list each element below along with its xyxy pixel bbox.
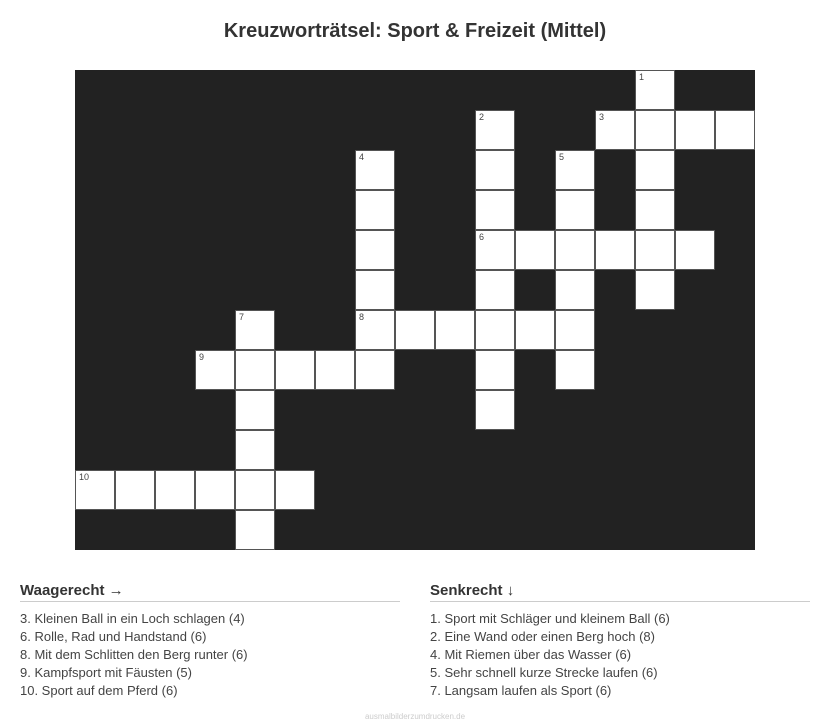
- crossword-cell[interactable]: [235, 390, 275, 430]
- crossword-cell[interactable]: [115, 470, 155, 510]
- clue-number: 8: [359, 312, 365, 322]
- crossword-cell[interactable]: [395, 310, 435, 350]
- down-heading: Senkrecht ↓: [430, 582, 810, 602]
- down-clue: 5. Sehr schnell kurze Strecke laufen (6): [430, 665, 658, 680]
- crossword-cell[interactable]: [355, 310, 395, 350]
- crossword-cell[interactable]: [515, 310, 555, 350]
- clue-number: 7: [239, 312, 245, 322]
- crossword-cell[interactable]: [155, 470, 195, 510]
- crossword-cell[interactable]: [635, 270, 675, 310]
- crossword-cell[interactable]: [475, 230, 515, 270]
- clue-number: 5: [559, 152, 565, 162]
- down-clues-section: [430, 582, 810, 700]
- crossword-cell[interactable]: [555, 230, 595, 270]
- clue-number: 10: [79, 472, 90, 482]
- crossword-cell[interactable]: [355, 190, 395, 230]
- crossword-cell[interactable]: [555, 190, 595, 230]
- crossword-cell[interactable]: [675, 110, 715, 150]
- crossword-cell[interactable]: [555, 150, 595, 190]
- clue-number: 9: [199, 352, 205, 362]
- crossword-cell[interactable]: [675, 230, 715, 270]
- crossword-cell[interactable]: [515, 230, 555, 270]
- crossword-cell[interactable]: [195, 350, 235, 390]
- crossword-cell[interactable]: [75, 470, 115, 510]
- crossword-cell[interactable]: [355, 150, 395, 190]
- crossword-cell[interactable]: [355, 350, 395, 390]
- crossword-cell[interactable]: [475, 390, 515, 430]
- crossword-cell[interactable]: [635, 70, 675, 110]
- down-clue: 7. Langsam laufen als Sport (6): [430, 683, 612, 698]
- crossword-cell[interactable]: [555, 350, 595, 390]
- crossword-cell[interactable]: [195, 470, 235, 510]
- clue-number: 6: [479, 232, 485, 242]
- across-clue: 8. Mit dem Schlitten den Berg runter (6): [20, 647, 248, 662]
- crossword-cell[interactable]: [355, 270, 395, 310]
- clue-number: 3: [599, 112, 605, 122]
- crossword-cell[interactable]: [475, 190, 515, 230]
- footer-watermark: ausmalbilderzumdrucken.de: [364, 712, 466, 721]
- crossword-cell[interactable]: [355, 230, 395, 270]
- crossword-cell[interactable]: [635, 230, 675, 270]
- crossword-cell[interactable]: [555, 310, 595, 350]
- crossword-cell[interactable]: [595, 110, 635, 150]
- crossword-cell[interactable]: [595, 230, 635, 270]
- crossword-cell[interactable]: [275, 350, 315, 390]
- crossword-cell[interactable]: [235, 510, 275, 550]
- crossword-grid: [75, 70, 755, 550]
- crossword-cell[interactable]: [635, 110, 675, 150]
- crossword-cell[interactable]: [475, 110, 515, 150]
- crossword-cell[interactable]: [715, 110, 755, 150]
- clue-number: 4: [359, 152, 365, 162]
- clue-number: 1: [639, 72, 645, 82]
- down-clue: 4. Mit Riemen über das Wasser (6): [430, 647, 632, 662]
- down-clue: 1. Sport mit Schläger und kleinem Ball (6): [430, 611, 670, 626]
- across-clue: 6. Rolle, Rad und Handstand (6): [20, 629, 207, 644]
- crossword-cell[interactable]: [635, 150, 675, 190]
- crossword-cell[interactable]: [235, 430, 275, 470]
- across-clue: 9. Kampfsport mit Fäusten (5): [20, 665, 192, 680]
- across-clue: 3. Kleinen Ball in ein Loch schlagen (4): [20, 611, 245, 626]
- down-clue: 2. Eine Wand oder einen Berg hoch (8): [430, 629, 655, 644]
- across-heading: Waagerecht →: [20, 582, 400, 602]
- crossword-cell[interactable]: [235, 470, 275, 510]
- crossword-cell[interactable]: [315, 350, 355, 390]
- page-title: Kreuzworträtsel: Sport & Freizeit (Mittel): [223, 20, 607, 42]
- crossword-cell[interactable]: [475, 270, 515, 310]
- crossword-cell[interactable]: [635, 190, 675, 230]
- crossword-cell[interactable]: [555, 270, 595, 310]
- across-clue: 10. Sport auf dem Pferd (6): [20, 683, 178, 698]
- crossword-cell[interactable]: [435, 310, 475, 350]
- down-clue-list: [430, 610, 810, 700]
- crossword-cell[interactable]: [475, 150, 515, 190]
- crossword-cell[interactable]: [275, 470, 315, 510]
- crossword-cell[interactable]: [235, 310, 275, 350]
- across-clue-list: [20, 610, 400, 700]
- across-clues-section: [20, 582, 400, 700]
- crossword-cell[interactable]: [235, 350, 275, 390]
- crossword-cell[interactable]: [475, 350, 515, 390]
- clue-number: 2: [479, 112, 485, 122]
- crossword-cell[interactable]: [475, 310, 515, 350]
